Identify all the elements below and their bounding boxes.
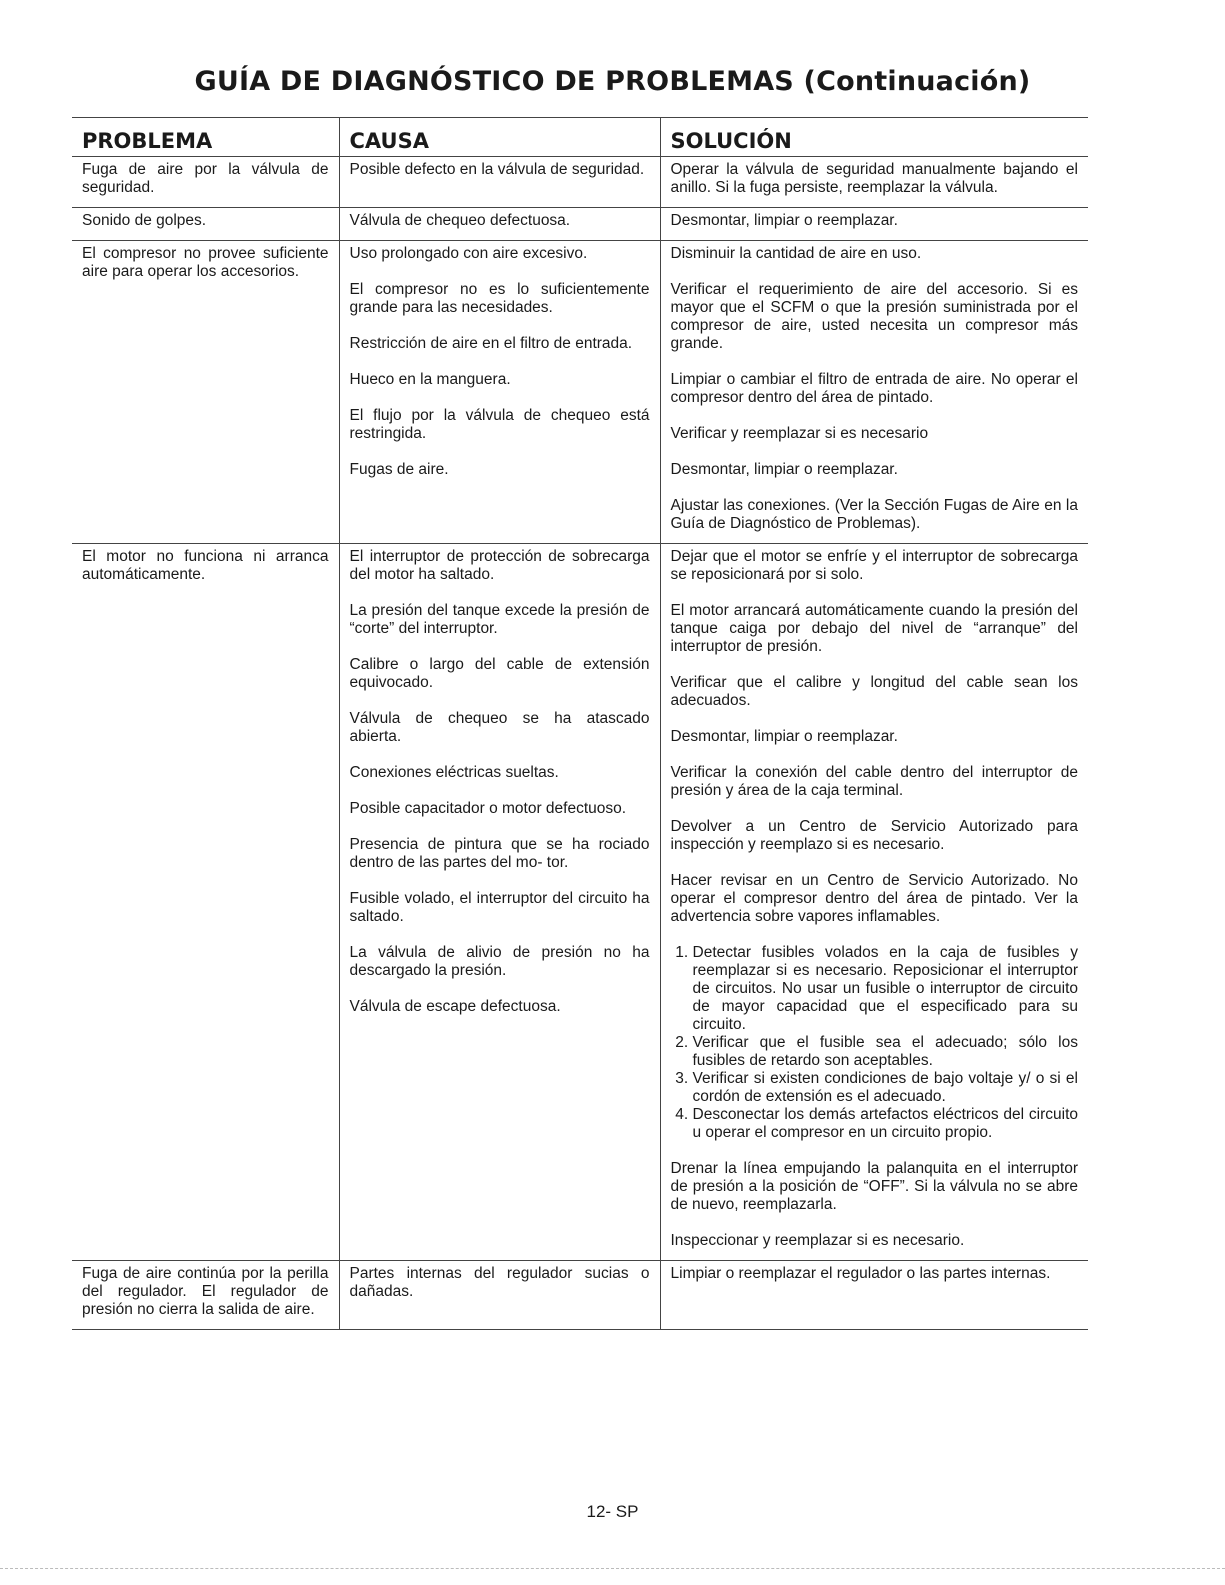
solution-item: Drenar la línea empujando la palanquita en el interruptor de presión a la posición de “OFF”. Si la válvula no se abre de nuevo, reemplazarla.	[670, 1160, 1078, 1213]
page-title: GUÍA DE DIAGNÓSTICO DE PROBLEMAS (Continuación)	[194, 66, 1031, 97]
cause-item: Fugas de aire.	[349, 461, 449, 478]
solution-step: 1. Detectar fusibles volados en la caja de fusibles y reemplazar si es necesario. Reposicionar el interruptor de circuitos. No usar un fusible o interruptor de circuito de mayor capacidad que el especificado para su circuito.	[693, 944, 1079, 1034]
problem-cell	[72, 544, 339, 1261]
cause-cell	[339, 241, 660, 544]
cause-item: La válvula de alivio de presión no ha descargado la presión.	[349, 944, 650, 979]
solution-item: Desmontar, limpiar o reemplazar.	[670, 728, 898, 745]
header-cause: CAUSA	[339, 118, 660, 157]
solution-steps	[671, 944, 1079, 1142]
solution-item: Verificar y reemplazar si es necesario	[670, 425, 929, 442]
problem-cell	[72, 241, 339, 544]
cause-cell	[339, 544, 660, 1261]
solution-item: Verificar la conexión del cable dentro del interruptor de presión y área de la caja terminal.	[670, 764, 1078, 799]
table-row	[72, 157, 1088, 208]
solution-item: Verificar que el calibre y longitud del cable sean los adecuados.	[670, 674, 1078, 709]
solution-cell	[660, 241, 1088, 544]
solution-step: 2. Verificar que el fusible sea el adecuado; sólo los fusibles de retardo son aceptables.	[693, 1034, 1079, 1070]
solution-item: Verificar el requerimiento de aire del accesorio. Si es mayor que el SCFM o que la presión suministrada por el compresor de aire, usted necesita un compresor más grande.	[670, 281, 1078, 352]
cause-item: Presencia de pintura que se ha rociado dentro de las partes del mo- tor.	[349, 836, 650, 871]
solution-item: Disminuir la cantidad de aire en uso.	[670, 245, 922, 262]
cause-item: Fusible volado, el interruptor del circuito ha saltado.	[349, 890, 650, 925]
solution-cell	[660, 208, 1088, 241]
header-problem: PROBLEMA	[72, 118, 339, 157]
problem-text: Fuga de aire por la válvula de seguridad.	[82, 161, 329, 196]
problem-text: El compresor no provee suficiente aire para operar los accesorios.	[82, 245, 329, 280]
solution-item: El motor arrancará automáticamente cuando la presión del tanque caiga por debajo del nivel de “arranque” del interruptor de presión.	[670, 602, 1078, 655]
troubleshooting-table-container	[72, 117, 1088, 1330]
solution-item: Ajustar las conexiones. (Ver la Sección Fugas de Aire en la Guía de Diagnóstico de Problemas).	[670, 497, 1078, 532]
cause-item: Posible capacitador o motor defectuoso.	[349, 800, 627, 817]
problem-cell	[72, 208, 339, 241]
solution-item: Devolver a un Centro de Servicio Autorizado para inspección y reemplazo si es necesario.	[670, 818, 1078, 853]
solution-step: 4. Desconectar los demás artefactos eléctricos del circuito u operar el compresor en un circuito propio.	[693, 1106, 1079, 1142]
cause-item: Hueco en la manguera.	[349, 371, 511, 388]
solution-item: Desmontar, limpiar o reemplazar.	[670, 212, 898, 229]
problem-cell	[72, 157, 339, 208]
solution-item: Dejar que el motor se enfríe y el interruptor de sobrecarga se reposicionará por si solo.	[670, 548, 1078, 583]
cause-item: La presión del tanque excede la presión de “corte” del interruptor.	[349, 602, 650, 637]
solution-item: Operar la válvula de seguridad manualmente bajando el anillo. Si la fuga persiste, reemplazar la válvula.	[670, 161, 1078, 196]
cause-cell	[339, 1261, 660, 1330]
page-bottom-rule	[0, 1568, 1225, 1569]
cause-item: Posible defecto en la válvula de seguridad.	[349, 161, 645, 178]
cause-item: Restricción de aire en el filtro de entrada.	[349, 335, 633, 352]
solution-step-list	[671, 944, 1079, 1142]
cause-item: El interruptor de protección de sobrecarga del motor ha saltado.	[349, 548, 650, 583]
solution-item: Hacer revisar en un Centro de Servicio Autorizado. No operar el compresor dentro del área de pintado. Ver la advertencia sobre vapores inflamables.	[670, 872, 1078, 925]
troubleshooting-table	[72, 117, 1088, 1330]
cause-item: Válvula de chequeo defectuosa.	[349, 212, 571, 229]
cause-cell	[339, 157, 660, 208]
problem-text: Sonido de golpes.	[82, 212, 207, 229]
solution-item: Limpiar o reemplazar el regulador o las partes internas.	[670, 1265, 1051, 1282]
table-header-row	[72, 118, 1088, 157]
solution-item: Limpiar o cambiar el filtro de entrada de aire. No operar el compresor dentro del área de pintado.	[670, 371, 1078, 406]
solution-cell	[660, 1261, 1088, 1330]
table-row	[72, 208, 1088, 241]
solution-cell	[660, 157, 1088, 208]
solution-item: Desmontar, limpiar o reemplazar.	[670, 461, 898, 478]
cause-cell	[339, 208, 660, 241]
table-row	[72, 241, 1088, 544]
problem-text: Fuga de aire continúa por la perilla del regulador. El regulador de presión no cierra la salida de aire.	[82, 1265, 329, 1318]
cause-item: El flujo por la válvula de chequeo está restringida.	[349, 407, 650, 442]
cause-item: Válvula de chequeo se ha atascado abierta.	[349, 710, 650, 745]
cause-item: Calibre o largo del cable de extensión equivocado.	[349, 656, 650, 691]
problem-cell	[72, 1261, 339, 1330]
solution-cell	[660, 544, 1088, 1261]
cause-item: El compresor no es lo suficientemente grande para las necesidades.	[349, 281, 650, 316]
table-row	[72, 544, 1088, 1261]
solution-step: 3. Verificar si existen condiciones de bajo voltaje y/ o si el cordón de extensión es el adecuado.	[693, 1070, 1079, 1106]
cause-item: Uso prolongado con aire excesivo.	[349, 245, 588, 262]
table-body	[72, 157, 1088, 1330]
cause-item: Conexiones eléctricas sueltas.	[349, 764, 559, 781]
header-solution: SOLUCIÓN	[660, 118, 1088, 157]
cause-item: Válvula de escape defectuosa.	[349, 998, 561, 1015]
problem-text: El motor no funciona ni arranca automáticamente.	[82, 548, 329, 583]
table-row	[72, 1261, 1088, 1330]
solution-item: Inspeccionar y reemplazar si es necesario.	[670, 1232, 965, 1249]
cause-item: Partes internas del regulador sucias o dañadas.	[349, 1265, 650, 1300]
page-number: 12- SP	[586, 1502, 639, 1521]
